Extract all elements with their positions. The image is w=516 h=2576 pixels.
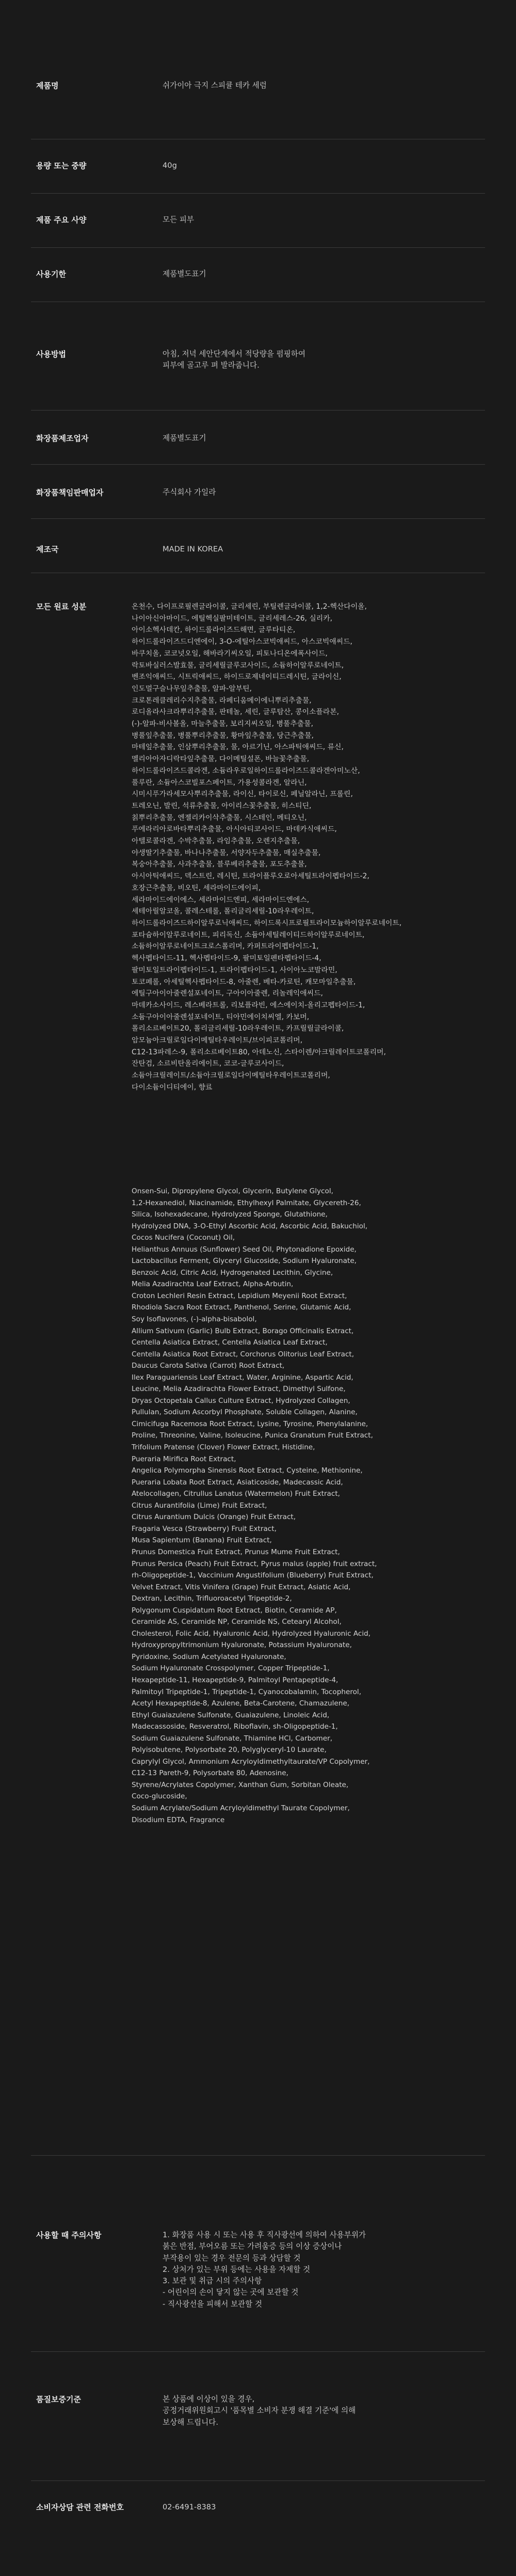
ingredients-english: Onsen-Sui, Dipropylene Glycol, Glycerin, Butylene Glycol, 1,2-Hexanediol, Niacinamide, Ethylhexyl Palmitate, Glycereth-26, Silica, Isohexadecane, Hydrolyzed Sponge, Glutathione, Hydrolyzed DNA, 3-O-Ethyl Ascorbic Acid, Ascorbic Acid, Bakuchiol, Cocos Nucifera (Coconut) Oil, Helianthus Annuus (Sunflower) Seed Oil, Phytonadione Epoxide, Lactobacillus Ferment, Glyceryl Glucoside, Sodium Hyaluronate, Benzoic Acid, Citric Acid, Hydrogenated Lecithin, Glycine, Melia Azadirachta Leaf Extract, Alpha-Arbutin, Croton Lechleri Resin Extract, Lepidium Meyenii Root Extract, Rhodiola Sacra Root Extract, Panthenol, Serine, Glutamic Acid, Soy Isoflavones, (-)-alpha-bisabolol, Allium Sativum (Garlic) Bulb Extract, Borago Officinalis Extract, Centella Asiatica Extract, Centella Asiatica Leaf Extract, Centella Asiatica Root Extract, Corchorus Olitorius Leaf Extract, Daucus Carota Sativa (Carrot) Root Extract, Ilex Paraguariensis Leaf Extract, Water, Arginine, Aspartic Acid, Leucine, Melia Azadirachta Flower Extract, Dimethyl Sulfone, Dryas Octopetala Callus Culture Extract, Hydrolyzed Collagen, Pullulan, Sodium Ascorbyl Phosphate, Soluble Collagen, Alanine, Cimicifuga Racemosa Root Extract, Lysine, Tyrosine, Phenylalanine, Proline, Threonine, Valine, Isoleucine, Punica Granatum Fruit Extract, Trifolium Pratense (Clover) Flower Extract, Histidine, Pueraria Mirifica Root Extract, Angelica Polymorpha Sinensis Root Extract, Cysteine, Methionine, Pueraria Lobata Root Extract, Asiaticoside, Madecassic Acid, Atelocollagen, Citrullus Lanatus (Watermelon) Fruit Extract, Citrus Aurantifolia (Lime) Fruit Extract, Citrus Aurantium Dulcis (Orange) Fruit Extract, Fragaria Vesca (Strawberry) Fruit Extract, Musa Sapientum (Banana) Fruit Extract, Prunus Domestica Fruit Extract, Prunus Mume Fruit Extract, Prunus Persica (Peach) Fruit Extract, Pyrus malus (apple) fruit extract, rh-Oligopeptide-1, Vaccinium Angustifolium (Blueberry) Fruit Extract, Velvet Extract, Vitis Vinifera (Grape) Fruit Extract, Asiatic Acid, Dextran, Lecithin, Trifluoroacetyl Tripeptide-2, Polygonum Cuspidatum Root Extract, Biotin, Ceramide AP, Ceramide AS, Ceramide NP, Ceramide NS, Cetearyl Alcohol, Cholesterol, Folic Acid, Hyaluronic Acid, Hydrolyzed Hyaluronic Acid, Hydroxypropyltrimonium Hyaluronate, Potassium Hyaluronate, Pyridoxine, Sodium Acetylated Hyaluronate, Sodium Hyaluronate Crosspolymer, Copper Tripeptide-1, Hexapeptide-11, Hexapeptide-9, Palmitoyl Pentapeptide-4, Palmitoyl Tripeptide-1, Tripeptide-1, Cyanocobalamin, Tocopherol, Acetyl Hexapeptide-8, Azulene, Beta-Carotene, Chamazulene, Ethyl Guaiazulene Sulfonate, Guaiazulene, Linoleic Acid, Madecassoside, Resveratrol, Riboflavin, sh-Oligopeptide-1, Sodium Guaiazulene Sulfonate, Thiamine HCl, Carbomer, Polyisobutene, Polysorbate 20, Polyglyceryl-10 Laurate, Caprylyl Glycol, Ammonium Acryloyldimethyltaurate/VP Copolymer, C12-13 Pareth-9, Polysorbate 80, Adenosine, Styrene/Acrylates Copolymer, Xanthan Gum, Sorbitan Oleate, Coco-glucoside, Sodium Acrylate/Sodium Acryloyldimethyl Taurate Copolymer, Disodium EDTA, Fragrance xyxy=(132,1187,377,1824)
row-value: 40g xyxy=(163,161,177,170)
row-label: 제품명 xyxy=(36,81,59,90)
row-label: 소비자상담 관련 전화번호 xyxy=(36,2503,124,2512)
row-label: 화장품제조업자 xyxy=(36,434,89,443)
row-value: 1. 화장품 사용 시 또는 사용 후 직사광선에 의하여 사용부위가 붉은 반점, 부어오름 또는 가려움증 등의 이상 증상이나 부작용이 있는 경우 전문의 등과 상담할 것 2. 상처가 있는 부위 등에는 사용을 자제할 것 3. 보관 및 취급 시의 주의사항 - 어린이의 손이 닿지 않는 곳에 보관할 것 - 직사광선을 피해서 보관할 것 xyxy=(163,2231,366,2309)
row-label: 품질보증기준 xyxy=(36,2395,81,2404)
info-row-quality xyxy=(31,2352,485,2481)
row-value: 모든 피부 xyxy=(163,215,195,224)
row-value: 본 상품에 이상이 있을 경우, 공정거래위원회고시 '품목별 소비자 분쟁 해결 기준'에 의해 보상해 드립니다. xyxy=(163,2395,356,2427)
row-value: 02-6491-8383 xyxy=(163,2503,216,2511)
info-row-contact xyxy=(31,2481,485,2576)
row-label: 용량 또는 중량 xyxy=(36,161,87,170)
info-row-usage xyxy=(31,302,485,410)
row-value: 제품별도표기 xyxy=(163,434,206,442)
row-label: 사용할 때 주의사항 xyxy=(36,2231,102,2240)
row-label: 화장품책임판매업자 xyxy=(36,488,104,497)
info-row-country xyxy=(31,519,485,573)
row-label: 사용방법 xyxy=(36,350,66,359)
info-row-distributor xyxy=(31,465,485,519)
row-label: 제품 주요 사양 xyxy=(36,215,87,225)
info-row-expiry xyxy=(31,248,485,302)
row-value: 쉬가이아 극지 스피큘 테카 세럼 xyxy=(163,81,267,90)
info-row-precautions xyxy=(31,2156,485,2352)
info-row-manufacturer xyxy=(31,410,485,465)
row-label: 사용기한 xyxy=(36,270,66,279)
row-value: MADE IN KOREA xyxy=(163,545,223,554)
info-row-spec xyxy=(31,194,485,248)
row-value: 아침, 저녁 세안단계에서 적당량을 펌핑하여 피부에 골고루 펴 발라줍니다. xyxy=(163,350,305,370)
row-label: 제조국 xyxy=(36,545,59,554)
ingredients-korean: 온천수, 다이프로필렌글라이콜, 글리세린, 부틸렌글라이콜, 1,2-헥산다이올, 나이아신아마이드, 에틸헥실팔미테이트, 글리세레스-26, 실리카, 아이소헥사데칸, 하이드롤라이즈드해면, 글루타티온, 하이드롤라이즈드디엔에이, 3-O-에틸아스코빅애씨드, 아스코빅애씨드, 바쿠치올, 코코넛오일, 해바라기씨오일, 피토나디온에폭사이드, 락토바실러스발효물, 글리세릴글루코사이드, 소듐하이알루로네이트, 벤조익애씨드, 시트릭애씨드, 하이드로제네이티드레시틴, 글라이신, 인도멀구슬나무잎추출물, 알파-알부틴, 크로톤레클레리수지추출물, 라페디움메이에니뿌리추출물, 로디올라사크라뿌리추출물, 판테놀, 세린, 글루탐산, 콩이소플라본, (-)-알파-비사볼올, 마늘추출물, 보리지씨오일, 병풀추출물, 병풀잎추출물, 병풀뿌리추출물, 황마잎추출물, 당근추출물, 마테잎추출물, 인삼뿌리추출물, 물, 아르기닌, 아스파틱애씨드, 류신, 멜리아아자디락타잎추출물, 다이메틸설폰, 바늘꽃추출물, 하이드롤라이즈드콜라겐, 소듐라우로일하이드롤라이즈드콜라겐아미노산, 풀루란, 소듐아스코빌포스페이트, 가용성콜라겐, 알라닌, 시미시푸가라세모사뿌리추출물, 라이신, 타이로신, 페닐알라닌, 프롤린, 트레오닌, 발린, 석류추출물, 아이리스꽃추출물, 히스티딘, 칡뿌리추출물, 엔젤리카이삭추출물, 시스테인, 메티오닌, 푸에라리아로바타뿌리추출물, 아시아티코사이드, 마데카식애씨드, 아텔로콜라겐, 수박추출물, 라임추출물, 오렌지추출물, 야생딸기추출물, 바나나추출물, 서양자두추출물, 매실추출물, 복숭아추출물, 사과추출물, 블루베리추출물, 포도추출물, 아시아틱애씨드, 덱스트린, 레시틴, 트라이플루오로아세틸트라이펩타이드-2, 호장근추출물, 비오틴, 세라마이드에이피, 세라마이드에이에스, 세라마이드엔피, 세라마이드엔에스, 세테아릴알코올, 콜레스테롤, 폴리글리세릴-10라우레이트, 하이드롤라이즈드하이알루로닉애씨드, 하이드록시프로필트라이모늄하이알루로네이트, 포타슘하이알루로네이트, 피리독신, 소듐아세틸레이티드하이알루로네이트, 소듐하이알루로네이트크로스폴리머, 카퍼트라이펩타이드-1, 헥사펩타이드-11, 헥사펩타이드-9, 팔미토일펜타펩타이드-4, 팔미토일트라이펩타이드-1, 트라이펩타이드-1, 사이아노코발라민, 토코페롤, 아세틸헥사펩타이드-8, 아줄렌, 베타-카로틴, 캐모마일추출물, 에틸구아이아줄렌설포네이트, 구아이아줄렌, 리놀레익애씨드, 마데카소사이드, 레스베라트롤, 리보플라빈, 에스에이치-올리고펩타이드-1, 소듐구아이아줄렌설포네이트, 티아민에이치씨엘, 카보머, 폴리소르베이트20, 폴리글리세릴-10라우레이트, 카프릴릴글라이콜, 암모늄아크릴로일다이메틸타우레이트/브이피코폴리머, C12-13파레스-9, 폴리소르베이트80, 아데노신, 스타이렌/아크릴레이트코폴리머, 잔탄검, 소르비탄올리에이트, 코코-글루코사이드, 소듐아크릴레이트/소듐아크릴로일다이메틸타우레이트코폴리머, 다이소듐이디티에이, 향료 xyxy=(132,603,402,1092)
row-value: 주식회사 가일라 xyxy=(163,488,216,497)
row-label: 모든 원료 성분 xyxy=(36,602,87,611)
info-row-volume xyxy=(31,139,485,194)
row-value: 제품별도표기 xyxy=(163,270,206,278)
info-row-product-name xyxy=(31,0,485,139)
